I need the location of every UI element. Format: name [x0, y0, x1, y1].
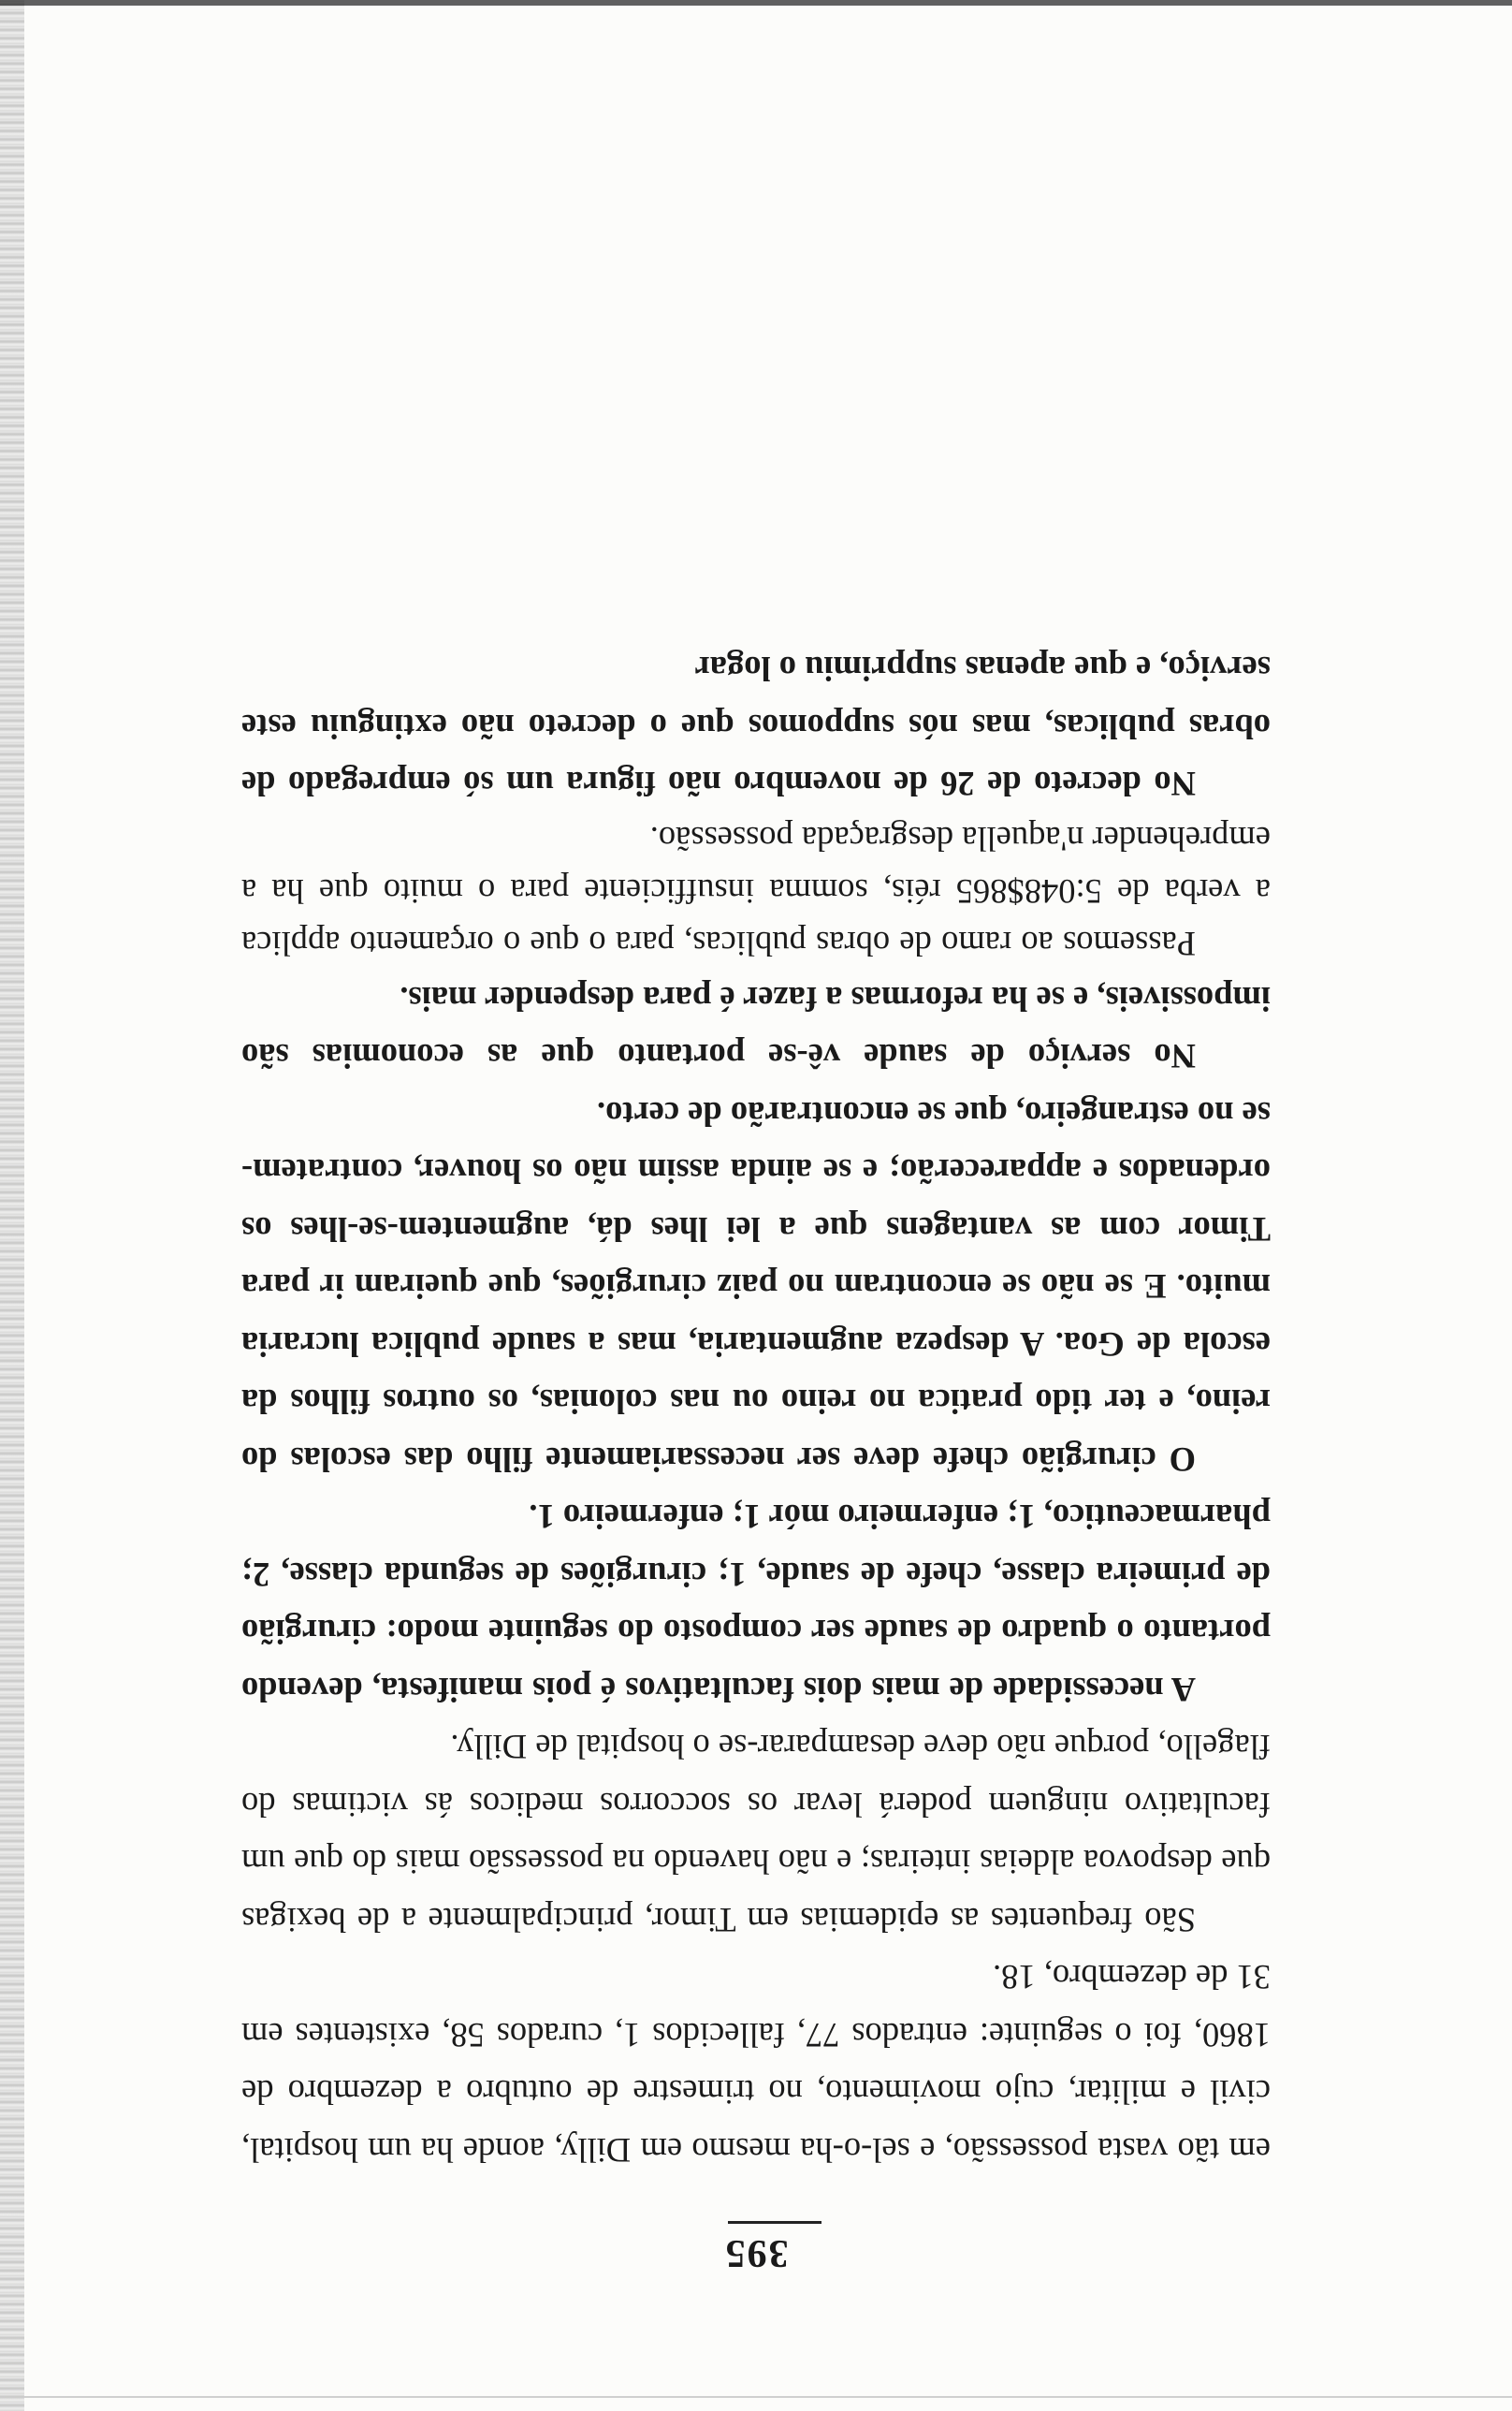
- page-number: 395: [723, 2231, 789, 2274]
- paragraph-servico-saude: No serviço de saude vê-se portanto que as economias são impossiveis, e se ha reformas a fazer é para despender mais.: [241, 980, 1271, 1076]
- paragraph-decreto-novembro: No decreto de 26 de novembro não figura um só empregado de obras publicas, mas nós suppomos que o decreto não extinguiu este serviço, e que apenas supprimiu o logar: [241, 650, 1271, 804]
- paragraph-obras-publicas: Passemos ao ramo de obras publicas, para o que o orçamento applica a verba de 5:048$865 réis, somma insufficiente para o muito que ha a emprehender n'aquella desgraçada possessão.: [241, 820, 1271, 964]
- paragraph-continuation: em tão vasta possessão, e sel-o-ha mesmo em Dilly, aonde ha um hospital, civil e militar, cujo movimento, no trimestre de outubro a dezembro de 1860, foi o seguinte: entrados 77, fallecidos 1, curados 58, existentes em 31 de dezembro, 18.: [241, 1958, 1271, 2170]
- scan-edge-line: [24, 2396, 1512, 2398]
- paragraph-quadro-saude: A necessidade de mais dois facultativos é pois manifesta, devendo portanto o quadro de saude ser composto do seguinte modo: cirurgião de primeira classe, chefe de saude, 1; cirurgiões de segunda classe, 2; pharmaceutico, 1; enfermeiro mór 1; enfermeiro 1.: [241, 1498, 1271, 1709]
- scan-binding-edge: [0, 0, 24, 2411]
- body-text: [241, 640, 1271, 2179]
- scan-bottom-edge: [0, 0, 1512, 6]
- paragraph-epidemias: São frequentes as epidemias em Timor, principalmente a de bexigas que despovoa aldeias inteiras; e não havendo na possessão mais do que um facultativo ninguem poderá levar os soccorros medicos ás victimas do flagello, porque não deve desamparar-se o hospital de Dilly.: [241, 1728, 1271, 1939]
- header-rule: [728, 2221, 821, 2224]
- paragraph-cirurgiao-chefe: O cirurgião chefe deve ser necessariamente filho das escolas do reino, e ter tido pratica no reino ou nas colonias, os outros filhos da escola de Goa. A despeza augmentaria, mas a saude publica lucraria muito. E se não se encontram no paiz cirurgiões, que queiram ir para Timor com as vantagens que a lei lhes dá, augmentem-se-lhes os ordenados e apparecerão; e se ainda assim não os houver, contratem-se no estrangeiro, que se encontrarão de certo.: [241, 1095, 1271, 1479]
